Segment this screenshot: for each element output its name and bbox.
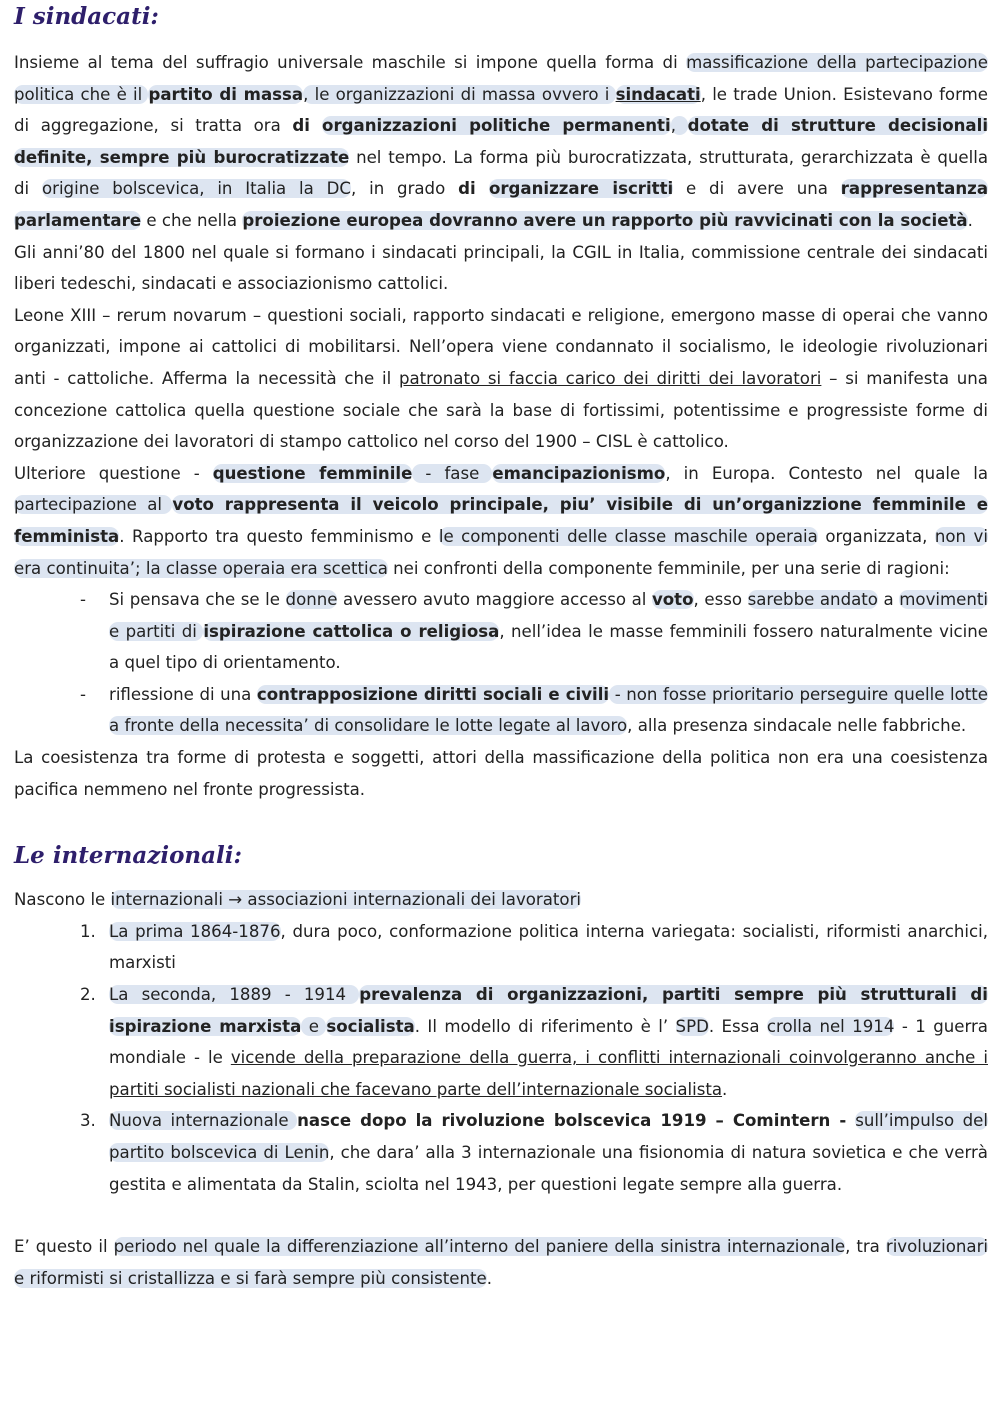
list-number: 1. [80,921,96,941]
list-item-prima-internazionale: 1. La prima 1864-1876, dura poco, conformazione politica interna variegata: socialisti, riformisti anarchici, marxisti [14,916,988,979]
paragraph-coesistenza: La coesistenza tra forme di protesta e soggetti, attori della massificazione della politica non era una coesistenza pacifica nemmeno nel fronte progressista. [14,748,988,799]
bullet-marker: - [80,590,86,610]
list-item-seconda-internazionale: 2. La seconda, 1889 - 1914 prevalenza di organizzazioni, partiti sempre più strutturali di ispirazione marxista e socialista. Il modello di riferimento è l’ SPD. Essa crolla nel 1914 - 1 guerra mondiale - le vicende della preparazione della guerra, i conflitti internazionali coinvolgeranno anche i partiti socialisti nazionali che facevano parte dell’internazionale socialista. [14,979,988,1105]
list-number: 2. [80,985,96,1005]
list-item-bullet-diritti: - riflessione di una contrapposizione diritti sociali e civili - non fosse prioritario perseguire quelle lotte a fronte della necessita’ di consolidare le lotte legate al lavoro, alla presenza sindacale nelle fabbriche. [14,679,988,742]
paragraph-nascono: Nascono le internazionali → associazioni internazionali dei lavoratori [14,890,581,910]
document-page [14,0,988,1294]
bullet-marker: - [80,684,86,704]
paragraph-questione-femminile: Ulteriore questione - questione femminile - fase emancipazionismo, in Europa. Contesto nel quale la partecipazione al voto rappresenta il veicolo principale, piu’ visibile di un’organizzione femminile e femminista. Rapporto tra questo femminismo e le componenti delle classe maschile operaia organizzata, non vi era continuita’; la classe operaia era scettica nei confronti della componente femminile, per una serie di ragioni: [14,463,988,578]
paragraph-massificazione: Insieme al tema del suffragio universale maschile si impone quella forma di massificazione della partecipazione politica che è il partito di massa, le organizzazioni di massa ovvero i sindacati, le trade Union. Esistevano forme di aggregazione, si tratta ora di organizzazioni politiche permanenti, dotate di strutture decisionali definite, sempre più burocratizzate nel tempo. La forma più burocratizzata, strutturata, gerarchizzata è quella di origine bolscevica, in Italia la DC, in grado di organizzare iscritti e di avere una rappresentanza parlamentare e che nella proiezione europea dovranno avere un rapporto più ravvicinati con la società. [14,53,989,230]
list-item-nuova-internazionale: 3. Nuova internazionale nasce dopo la rivoluzione bolscevica 1919 – Comintern - sull’impulso del partito bolscevica di Lenin, che dara’ alla 3 internazionale una fisionomia di natura sovietica e che verrà gestita e alimentata da Stalin, sciolta nel 1943, per questioni legate sempre alla guerra. [14,1105,988,1200]
paragraph-rerum-novarum: Leone XIII – rerum novarum – questioni sociali, rapporto sindacati e religione, emergono masse di operai che vanno organizzati, impone ai cattolici di mobilitarsi. Nell’opera viene condannato il socialismo, le ideologie rivoluzionari anti - cattoliche. Afferma la necessità che il patronato si faccia carico dei diritti dei lavoratori – si manifesta una concezione cattolica quella questione sociale che sarà la base di fortissimi, potentissime e progressiste forme di organizzazione dei lavoratori di stampo cattolico nel corso del 1900 – CISL è cattolico. [14,305,988,452]
section-heading-sindacati: I sindacati: [14,3,159,30]
list-item-bullet-voto: - Si pensava che se le donne avessero avuto maggiore accesso al voto, esso sarebbe andato a movimenti e partiti di ispirazione cattolica o religiosa, nell’idea le masse femminili fossero naturalmente vicine a quel tipo di orientamento. [14,584,988,679]
section-heading-internazionali: Le internazionali: [14,842,243,870]
paragraph-conclusione: E’ questo il periodo nel quale la differenziazione all’interno del paniere della sinistra internazionale, tra rivoluzionari e riformisti si cristallizza e si farà sempre più consistente. [14,1237,988,1288]
paragraph-anni-80: Gli anni’80 del 1800 nel quale si formano i sindacati principali, la CGIL in Italia, commissione centrale dei sindacati liberi tedeschi, sindacati e associazionismo cattolici. [14,242,988,294]
list-number: 3. [80,1111,96,1131]
